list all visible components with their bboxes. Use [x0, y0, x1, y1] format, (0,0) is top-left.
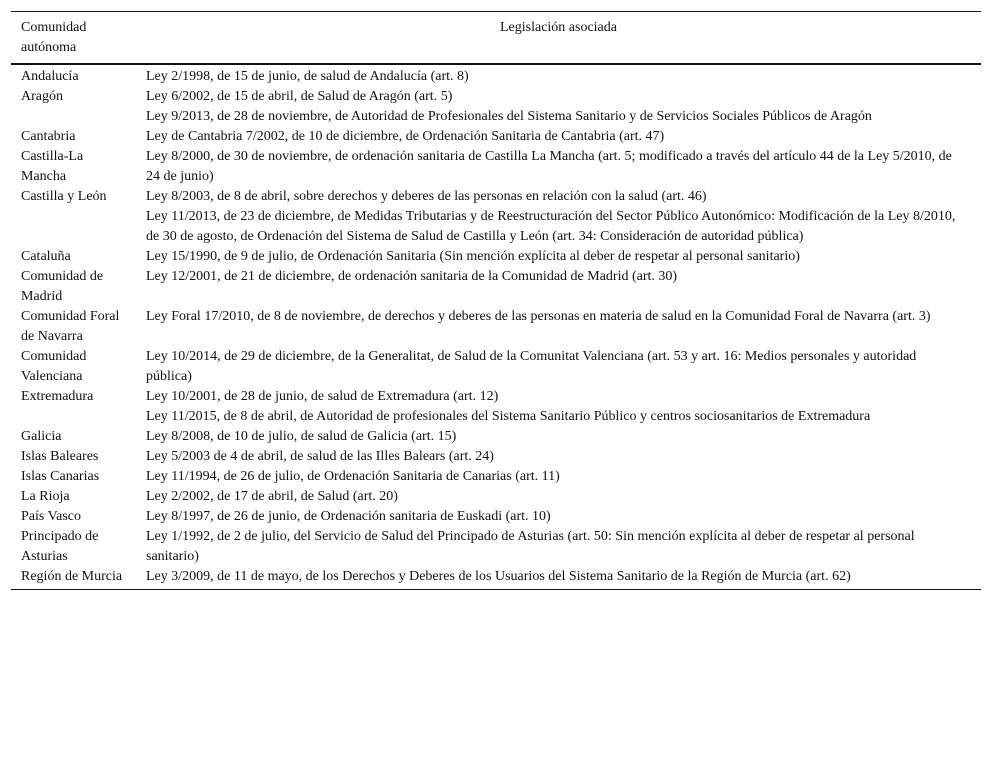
comunidad-cell: Comunidad Foral de Navarra	[21, 309, 120, 344]
legislacion-cell	[136, 567, 981, 590]
comunidad-cell: Principado de Asturias	[21, 529, 99, 564]
law-entry: Ley 2/1998, de 15 de junio, de salud de Andalucía (art. 8)	[146, 69, 469, 84]
legislacion-cell	[136, 507, 981, 527]
table-row	[11, 387, 981, 427]
comunidad-cell: La Rioja	[21, 489, 70, 504]
comunidad-cell: Aragón	[21, 89, 63, 104]
law-entry: Ley 2/2002, de 17 de abril, de Salud (art. 20)	[146, 489, 398, 504]
table-row	[11, 247, 981, 267]
legislacion-cell	[136, 307, 981, 347]
comunidad-cell: Andalucía	[21, 69, 79, 84]
law-entry: Ley 11/2013, de 23 de diciembre, de Medidas Tributarias y de Reestructuración del Sector Público Autonómico: Modificación de la Ley 8/2010, de 30 de agosto, de Ordenación del Sistema de Salud de Castilla y León (art. 34: Consideración de autoridad pública)	[146, 209, 956, 244]
table-row	[11, 447, 981, 467]
header-row	[11, 12, 981, 65]
comunidad-cell: País Vasco	[21, 509, 82, 524]
table-row	[11, 307, 981, 347]
law-entry: Ley 8/1997, de 26 de junio, de Ordenación sanitaria de Euskadi (art. 10)	[146, 509, 551, 524]
legislacion-cell	[136, 387, 981, 427]
legislacion-cell	[136, 187, 981, 247]
law-entry: Ley 15/1990, de 9 de julio, de Ordenación Sanitaria (Sin mención explícita al deber de respetar al personal sanitario)	[146, 249, 800, 264]
table-row	[11, 127, 981, 147]
table-row	[11, 467, 981, 487]
table-row	[11, 267, 981, 307]
comunidad-cell: Extremadura	[21, 389, 94, 404]
law-entry: Ley 5/2003 de 4 de abril, de salud de las Illes Balears (art. 24)	[146, 449, 494, 464]
legislacion-cell	[136, 127, 981, 147]
table-row	[11, 187, 981, 247]
table-row	[11, 87, 981, 127]
law-entry: Ley 10/2014, de 29 de diciembre, de la Generalitat, de Salud de la Comunitat Valenciana (art. 53 y art. 16: Medios personales y autoridad pública)	[146, 349, 917, 384]
law-entry: Ley 9/2013, de 28 de noviembre, de Autoridad de Profesionales del Sistema Sanitario y de Servicios Sociales Públicos de Aragón	[146, 109, 872, 124]
legislacion-cell	[136, 87, 981, 127]
table-row	[11, 347, 981, 387]
comunidad-cell: Castilla-La Mancha	[21, 149, 84, 184]
law-entry: Ley 6/2002, de 15 de abril, de Salud de Aragón (art. 5)	[146, 89, 453, 104]
table-row	[11, 147, 981, 187]
law-entry: Ley 1/1992, de 2 de julio, del Servicio de Salud del Principado de Asturias (art. 50: Sin mención explícita al deber de respetar al personal sanitario)	[146, 529, 915, 564]
table-row	[11, 64, 981, 87]
table-header	[11, 12, 981, 65]
comunidad-cell: Comunidad Valenciana	[21, 349, 87, 384]
legislacion-cell	[136, 147, 981, 187]
header-comunidad: Comunidad autónoma	[21, 20, 87, 55]
legislacion-cell	[136, 247, 981, 267]
legislacion-cell	[136, 447, 981, 467]
comunidad-cell: Islas Baleares	[21, 449, 99, 464]
legislacion-cell	[136, 347, 981, 387]
law-entry: Ley 11/2015, de 8 de abril, de Autoridad de profesionales del Sistema Sanitario Público y centros sociosanitarios de Extremadura	[146, 409, 871, 424]
header-legislacion: Legislación asociada	[499, 20, 617, 35]
comunidad-cell: Castilla y León	[21, 189, 107, 204]
table-row	[11, 427, 981, 447]
comunidad-cell: Islas Canarias	[21, 469, 100, 484]
legislacion-cell	[136, 64, 981, 87]
table-row	[11, 507, 981, 527]
law-entry: Ley Foral 17/2010, de 8 de noviembre, de derechos y deberes de las personas en materia de salud en la Comunidad Foral de Navarra (art. 3)	[146, 309, 931, 324]
law-entry: Ley 8/2000, de 30 de noviembre, de ordenación sanitaria de Castilla La Mancha (art. 5; modificado a través del artículo 44 de la Ley 5/2010, de 24 de junio)	[146, 149, 952, 184]
legislacion-cell	[136, 267, 981, 307]
law-entry: Ley 8/2003, de 8 de abril, sobre derechos y deberes de las personas en relación con la salud (art. 46)	[146, 189, 707, 204]
legislacion-cell	[136, 467, 981, 487]
law-entry: Ley 12/2001, de 21 de diciembre, de ordenación sanitaria de la Comunidad de Madrid (art. 30)	[146, 269, 678, 284]
table-row	[11, 487, 981, 507]
table-row	[11, 527, 981, 567]
comunidad-cell: Cataluña	[21, 249, 71, 264]
legislation-table	[11, 11, 981, 590]
legislation-table-container	[11, 11, 981, 590]
law-entry: Ley 3/2009, de 11 de mayo, de los Derechos y Deberes de los Usuarios del Sistema Sanitario de la Región de Murcia (art. 62)	[146, 569, 851, 584]
law-entry: Ley 10/2001, de 28 de junio, de salud de Extremadura (art. 12)	[146, 389, 499, 404]
legislacion-cell	[136, 527, 981, 567]
comunidad-cell: Comunidad de Madrid	[21, 269, 104, 304]
table-row	[11, 567, 981, 590]
legislacion-cell	[136, 487, 981, 507]
table-body	[11, 64, 981, 590]
law-entry: Ley 11/1994, de 26 de julio, de Ordenación Sanitaria de Canarias (art. 11)	[146, 469, 560, 484]
law-entry: Ley de Cantabria 7/2002, de 10 de diciembre, de Ordenación Sanitaria de Cantabria (art. 47)	[146, 129, 665, 144]
legislacion-cell	[136, 427, 981, 447]
law-entry: Ley 8/2008, de 10 de julio, de salud de Galicia (art. 15)	[146, 429, 457, 444]
comunidad-cell: Región de Murcia	[21, 569, 123, 584]
comunidad-cell: Galicia	[21, 429, 62, 444]
comunidad-cell: Cantabria	[21, 129, 76, 144]
